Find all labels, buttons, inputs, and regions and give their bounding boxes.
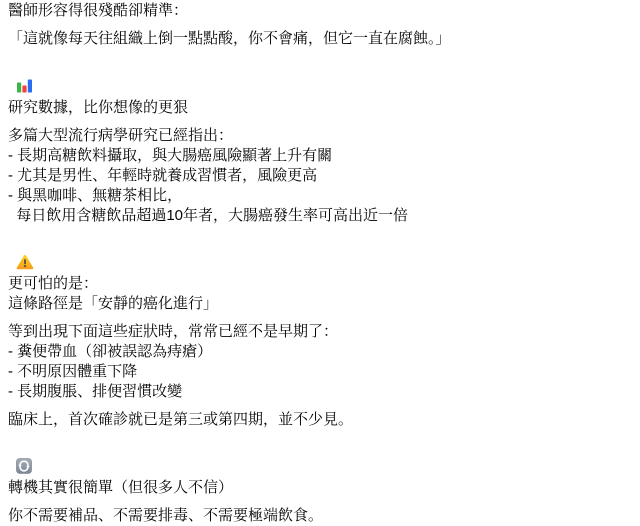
text: 這條路徑是「安靜的癌化進行」 <box>8 294 219 312</box>
paragraph <box>8 126 630 226</box>
paragraph <box>8 57 630 118</box>
paragraph <box>8 506 630 526</box>
text: - 不明原因體重下降 <box>8 362 138 380</box>
text-line <box>8 322 630 342</box>
text-line <box>8 506 630 526</box>
text-line <box>8 29 630 49</box>
paragraph <box>8 1 630 21</box>
text: 多篇大型流行病學研究已經指出： <box>8 126 234 144</box>
text: 每日飲用含糖飲品超過10年者，大腸癌發生率可高出近一倍 <box>8 206 409 224</box>
paragraph <box>8 322 630 402</box>
warning-icon <box>16 254 34 270</box>
text: - 與黑咖啡、無糖茶相比， <box>8 186 183 204</box>
text-line <box>8 234 630 294</box>
paragraph <box>8 29 630 49</box>
text: 等到出現下面這些症狀時，常常已經不是早期了： <box>8 322 339 340</box>
text-line <box>8 166 630 186</box>
text-line <box>8 342 630 362</box>
text-line <box>8 186 630 206</box>
text: 醫師形容得很殘酷卻精準： <box>8 2 189 19</box>
text: 轉機其實很簡單（但很多人不信） <box>8 478 234 496</box>
text: - 長期高糖飲料攝取，與大腸癌風險顯著上升有關 <box>8 146 333 164</box>
text-line <box>8 126 630 146</box>
refresh-icon <box>16 458 32 474</box>
text-line <box>8 362 630 382</box>
paragraph <box>8 234 630 314</box>
text-line <box>8 410 630 430</box>
text-line <box>8 438 630 498</box>
text-line <box>8 206 630 226</box>
text: - 尤其是男性、年輕時就養成習慣者，風險更高 <box>8 166 318 184</box>
text: 臨床上，首次確診就已是第三或第四期，並不少見。 <box>8 410 354 428</box>
text: - 糞便帶血（卻被誤認為痔瘡） <box>8 342 213 360</box>
text-line <box>8 146 630 166</box>
bar-chart-icon <box>16 77 33 94</box>
text-line <box>8 1 630 21</box>
text: 你不需要補品、不需要排毒、不需要極端飲食。 <box>8 506 324 524</box>
text: 「這就像每天往組織上倒一點點酸，你不會痛，但它一直在腐蝕。」 <box>8 30 451 47</box>
paragraph <box>8 438 630 498</box>
text: 更可怕的是： <box>8 274 99 292</box>
text-line <box>8 382 630 402</box>
text: 研究數據，比你想像的更狠 <box>8 98 189 116</box>
text: - 長期腹脹、排便習慣改變 <box>8 382 183 400</box>
text-line <box>8 57 630 118</box>
text-line <box>8 294 630 314</box>
paragraph <box>8 410 630 430</box>
